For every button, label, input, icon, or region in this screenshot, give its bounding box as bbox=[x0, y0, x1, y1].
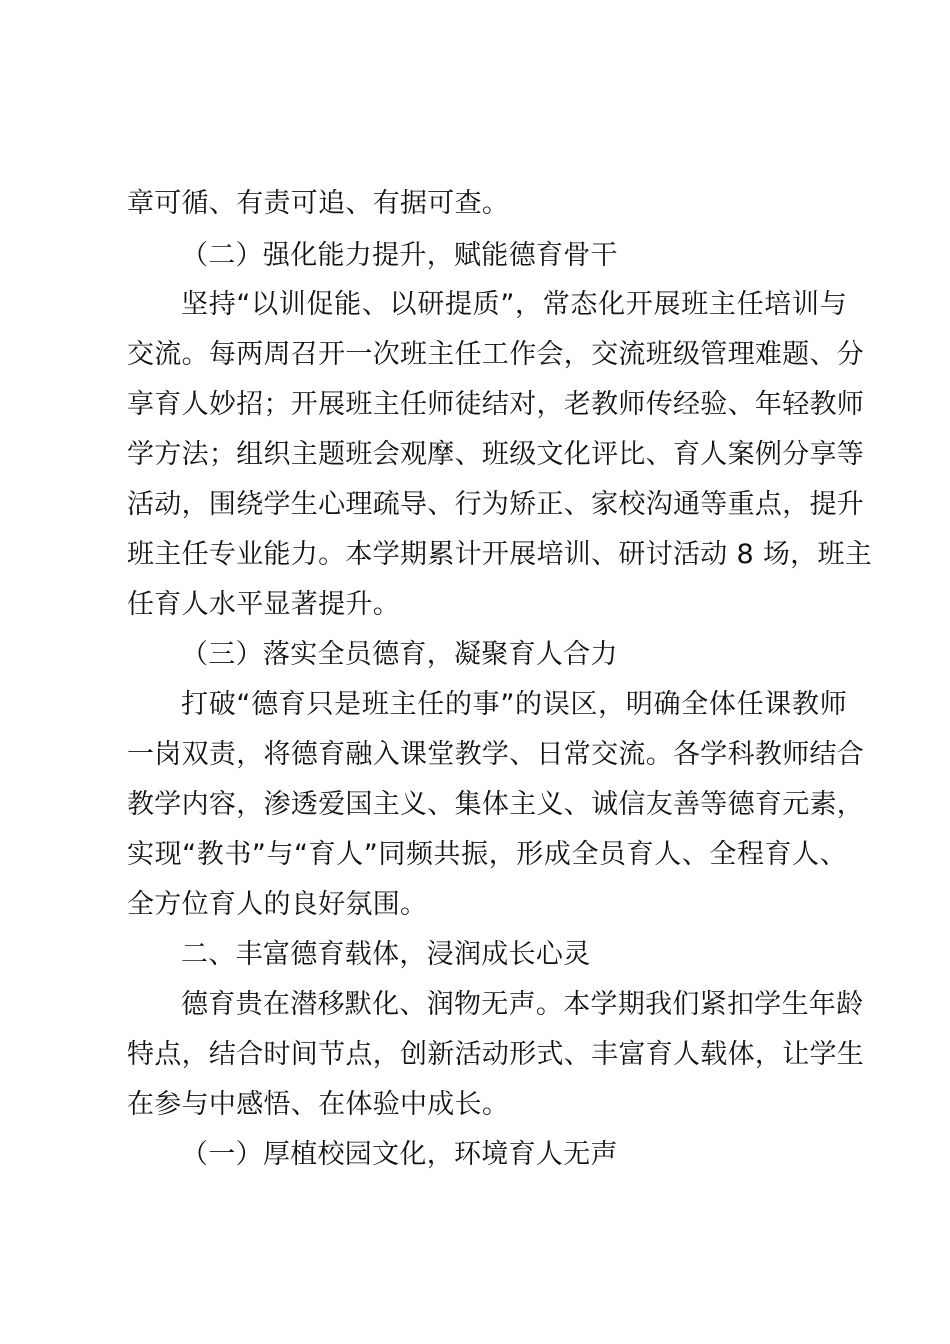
text-line: 特点，结合时间节点，创新活动形式、丰富育人载体，让学生 bbox=[127, 1039, 865, 1070]
section-heading: 二、丰富德育载体，浸润成长心灵 bbox=[181, 939, 591, 970]
text-line: 章可循、有责可追、有据可查。 bbox=[127, 188, 510, 219]
text-line: 在参与中感悟、在体验中成长。 bbox=[127, 1089, 510, 1120]
text-line: 交流。每两周召开一次班主任工作会，交流班级管理难题、分 bbox=[127, 339, 865, 370]
text-line: 打破“德育只是班主任的事”的误区，明确全体任课教师 bbox=[181, 689, 847, 720]
text-line: 班主任专业能力。本学期累计开展培训、研讨活动 8 场，班主 bbox=[127, 539, 873, 570]
text-line: 坚持“以训促能、以研提质”，常态化开展班主任培训与 bbox=[181, 289, 847, 320]
text-line: 德育贵在潜移默化、润物无声。本学期我们紧扣学生年龄 bbox=[181, 989, 864, 1020]
text-line: 活动，围绕学生心理疏导、行为矫正、家校沟通等重点，提升 bbox=[127, 489, 865, 520]
text-line: 学方法；组织主题班会观摩、班级文化评比、育人案例分享等 bbox=[127, 439, 865, 470]
text-line: 一岗双责，将德育融入课堂教学、日常交流。各学科教师结合 bbox=[127, 739, 865, 770]
section-heading: （三）落实全员德育，凝聚育人合力 bbox=[181, 639, 618, 670]
text-line: 教学内容，渗透爱国主义、集体主义、诚信友善等德育元素， bbox=[127, 789, 865, 820]
section-heading: （一）厚植校园文化，环境育人无声 bbox=[181, 1139, 618, 1170]
section-heading: （二）强化能力提升，赋能德育骨干 bbox=[181, 240, 618, 271]
text-line: 实现“教书”与“育人”同频共振，形成全员育人、全程育人、 bbox=[127, 839, 847, 870]
text-line: 任育人水平显著提升。 bbox=[127, 589, 400, 620]
text-line: 享育人妙招；开展班主任师徒结对，老教师传经验、年轻教师 bbox=[127, 389, 865, 420]
text-line: 全方位育人的良好氛围。 bbox=[127, 889, 428, 920]
